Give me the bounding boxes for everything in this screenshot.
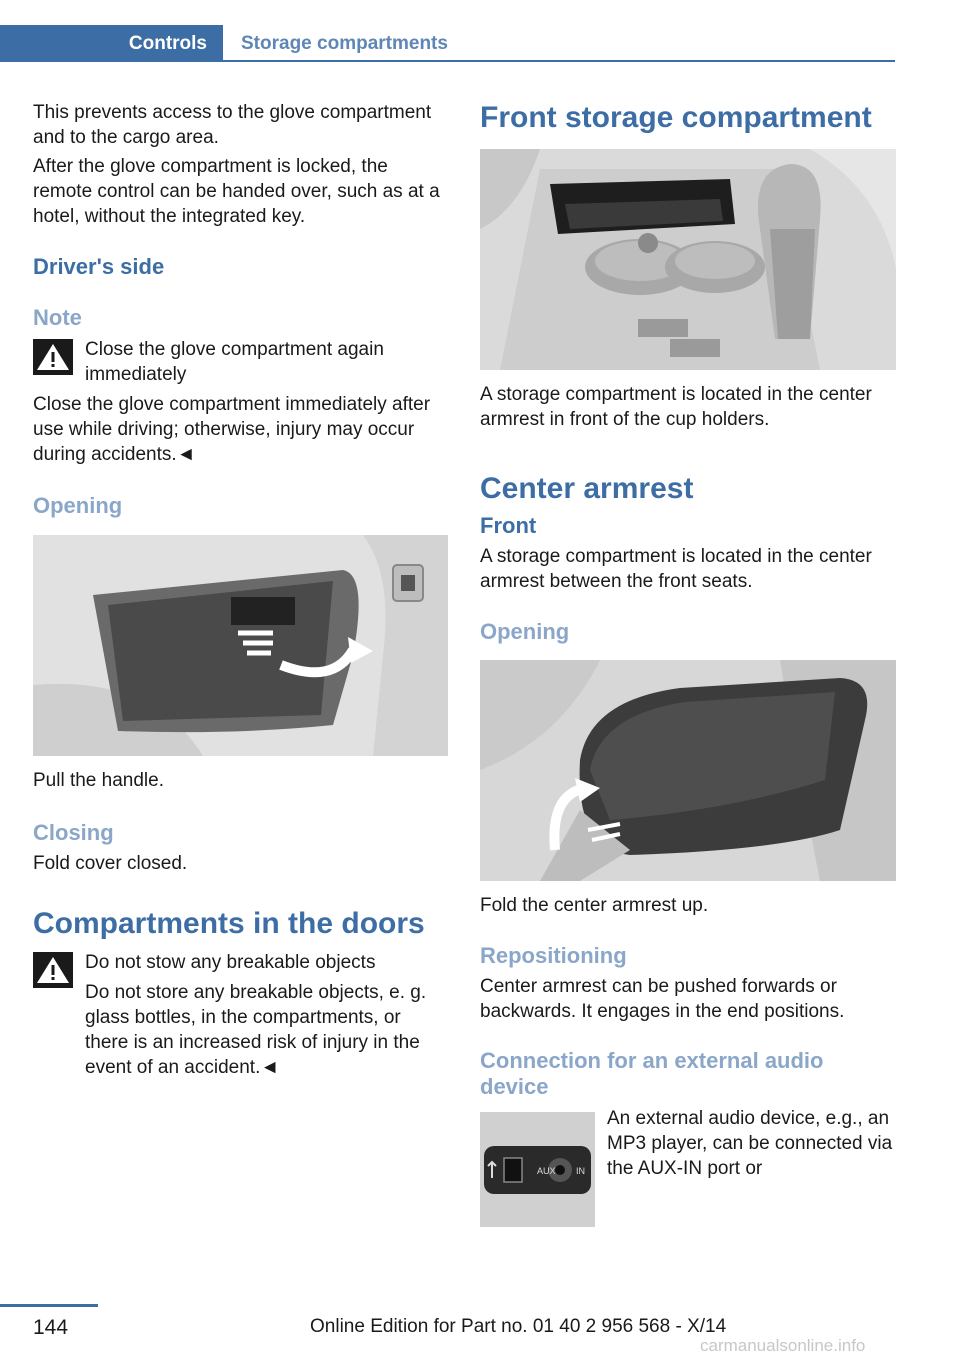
note-heading: Note [33,305,82,330]
audio-connection-block [480,1106,896,1224]
glove-box-opening-illustration [33,535,448,756]
warning-triangle-icon [33,952,73,988]
left-column [33,100,448,1080]
doors-warning [33,950,448,975]
edition-text: Online Edition for Part no. 01 40 2 956 568 - X/14 [310,1316,727,1337]
intro-paragraph-1: This prevents access to the glove compartment and to the cargo area. [33,102,432,148]
intro-paragraph-2: After the glove compartment is locked, the remote control can be handed over, such as at a hotel, without the integrated key. [33,156,440,227]
page-header [0,25,895,62]
armrest-opening-illustration [480,660,896,881]
watermark-text: carmanualsonline.info [700,1336,866,1355]
footer-rule [0,1304,98,1307]
armrest-opening-caption: Fold the center armrest up. [480,895,709,916]
in-label: IN [576,1166,585,1176]
opening-heading: Opening [33,493,123,518]
page-number: 144 [33,1316,69,1339]
front-text: A storage compartment is located in the center armrest between the front seats. [480,546,872,592]
doors-warning-title: Do not stow any breakable objects [85,952,376,973]
armrest-opening-heading: Opening [480,619,570,644]
note-warning-body: Close the glove compartment immediately after use while driving; otherwise, injury may occur during accidents.◄ [33,394,431,465]
note-warning-title: Close the glove compartment again immediately [85,339,384,385]
repositioning-text: Center armrest can be pushed forwards or backwards. It engages in the end positions. [480,976,845,1022]
header-rule [0,60,895,62]
aux-port-illustration [480,1112,595,1227]
closing-heading: Closing [33,820,114,845]
repositioning-heading: Repositioning [480,943,627,968]
drivers-side-heading: Driver's side [33,254,165,279]
subsection-tab: Storage compartments [241,32,448,54]
opening-caption: Pull the handle. [33,770,164,791]
audio-connection-heading: Connection for an external audio device [480,1048,824,1099]
center-armrest-heading: Center armrest [480,472,694,505]
front-storage-text: A storage compartment is located in the center armrest in front of the cup holders. [480,384,872,430]
front-storage-illustration [480,149,896,370]
aux-label: AUX [537,1166,556,1176]
warning-triangle-icon [33,339,73,375]
section-tab: Controls [0,25,223,62]
front-storage-heading: Front storage compartment [480,101,872,134]
right-column [480,100,896,1224]
audio-connection-text: An external audio device, e.g., an MP3 player, can be connected via the AUX-IN port or [607,1108,893,1179]
front-heading: Front [480,513,537,538]
note-warning [33,337,448,387]
doors-heading: Compartments in the doors [33,907,425,940]
closing-text: Fold cover closed. [33,853,188,874]
doors-warning-body: Do not store any breakable objects, e. g. glass bottles, in the compartments, or there is an increased risk of injury in the event of an accident.◄ [85,982,427,1078]
